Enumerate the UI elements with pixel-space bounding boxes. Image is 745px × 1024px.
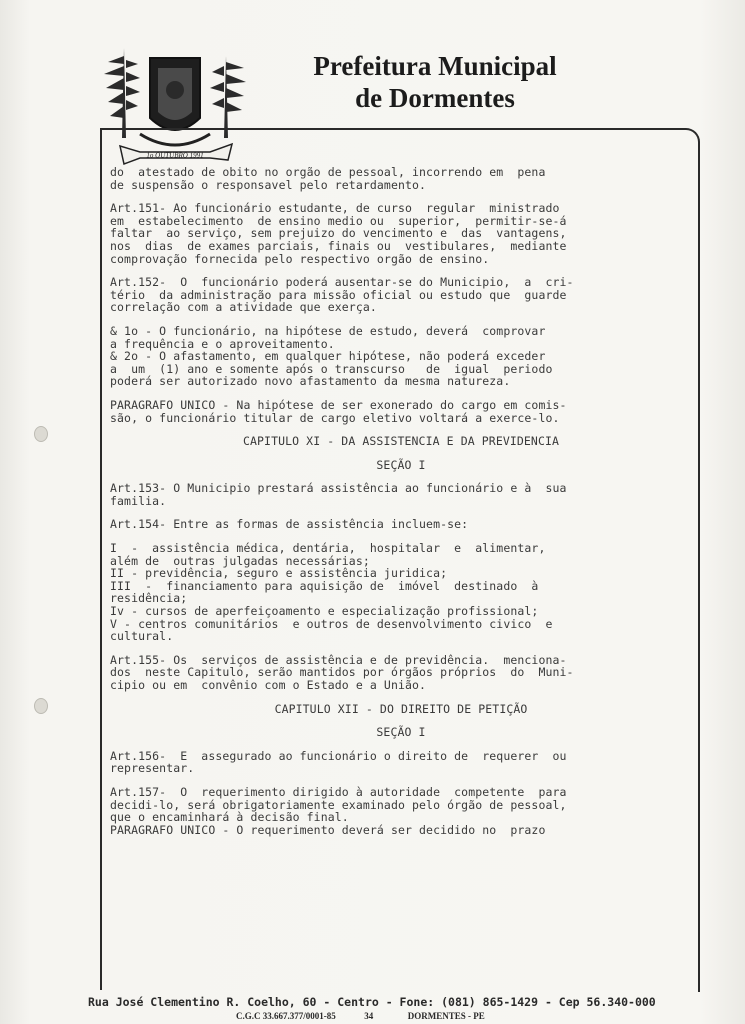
punch-hole: [34, 426, 48, 442]
text-line: a frequência e o aproveitamento.: [110, 336, 335, 351]
section-heading: CAPITULO XI - DA ASSISTENCIA E DA PREVIDENCIA: [242, 434, 560, 449]
text-line: de suspensão o responsavel pelo retardamento.: [110, 177, 427, 192]
paragraph-gap: [110, 692, 692, 703]
text-line: Art.157- O requerimento dirigido à autoridade competente para: [110, 784, 567, 799]
text-line: que o encaminhará à decisão final.: [110, 810, 349, 825]
text-line: Art.152- O funcionário poderá ausentar-se do Municipio, a cri-: [110, 275, 574, 290]
text-line: residência;: [110, 591, 188, 606]
text-line: além de outras julgadas necessárias;: [110, 553, 370, 568]
text-line: PARAGRAFO UNICO - Na hipótese de ser exonerado do cargo em comis-: [110, 397, 567, 412]
text-line: PARAGRAFO UNICO - O requerimento deverá ser decidido no prazo: [110, 822, 546, 837]
text-line: correlação com a atividade que exerça.: [110, 300, 377, 315]
text-line: faltar ao serviço, sem prejuizo do vencimento e das vantagens,: [110, 226, 567, 241]
text-line: III - financiamento para aquisição de imóvel destinado à: [110, 578, 539, 593]
text-line: Art.155- Os serviços de assistência e de previdência. menciona-: [110, 652, 567, 667]
text-line: cipio ou em convênio com o Estado e a União.: [110, 678, 427, 692]
text-line: Art.154- Entre as formas de assistência incluem-se:: [110, 517, 469, 532]
text-line: do atestado de obito no orgão de pessoal, incorrendo em pena: [110, 165, 546, 179]
section-heading: SEÇÃO I: [376, 725, 426, 740]
title-line-2: de Dormentes: [355, 83, 515, 113]
text-line: em estabelecimento de ensino medio ou superior, permitir-se-á: [110, 213, 567, 228]
text-line: cultural.: [110, 629, 174, 644]
footer-page-number: 34: [364, 1011, 374, 1021]
section-heading: SEÇÃO I: [376, 457, 426, 472]
text-line: dos neste Capitulo, serão mantidos por órgãos próprios do Muni-: [110, 665, 574, 680]
footer-address: Rua José Clementino R. Coelho, 60 - Centro - Fone: (081) 865-1429 - Cep 56.340-000: [88, 995, 656, 1009]
footer-city: DORMENTES - PE: [407, 1011, 485, 1021]
text-line: Art.151- Ao funcionário estudante, de curso regular ministrado: [110, 201, 560, 216]
text-line: são, o funcionário titular de cargo eletivo voltará a exerce-lo.: [110, 410, 560, 425]
text-line: Art.153- O Municipio prestará assistência ao funcionário e à sua: [110, 481, 567, 496]
text-line: representar.: [110, 761, 195, 776]
punch-hole: [34, 698, 48, 714]
text-line: poderá ser autorizado novo afastamento da mesma natureza.: [110, 374, 511, 389]
text-line: & 2o - O afastamento, em qualquer hipótese, não poderá exceder: [110, 349, 546, 364]
text-line: Iv - cursos de aperfeiçoamento e especialização profissional;: [110, 604, 539, 619]
footer-registry: [236, 1011, 656, 1021]
document-frame-left: [100, 128, 102, 990]
text-line: tério da administração para missão oficial ou estudo que guarde: [110, 287, 567, 302]
text-line: II - previdência, seguro e assistência juridica;: [110, 566, 448, 581]
crest-ribbon-text: 1o OUTUBRO 1991: [146, 151, 204, 160]
text-line: V - centros comunitários e outros de desenvolvimento civico e: [110, 616, 553, 631]
section-heading: CAPITULO XII - DO DIREITO DE PETIÇÃO: [274, 701, 528, 716]
text-line: nos dias de exames parciais, finais ou vestibulares, mediante: [110, 238, 567, 253]
page-title: [270, 50, 600, 114]
text-line: & 1o - O funcionário, na hipótese de estudo, deverá comprovar: [110, 323, 546, 338]
document-body: [110, 166, 692, 836]
text-line: I - assistência médica, dentária, hospitalar e alimentar,: [110, 541, 546, 556]
footer-cgc: C.G.C 33.667.377/0001-85: [236, 1011, 336, 1021]
text-line: a um (1) ano e somente após o transcurso de igual periodo: [110, 361, 553, 376]
text-line: decidi-lo, será obrigatoriamente examinado pelo órgão de pessoal,: [110, 797, 567, 812]
text-line: Art.156- E assegurado ao funcionário o direito de requerer ou: [110, 748, 567, 763]
text-line: familia.: [110, 493, 167, 508]
title-line-1: Prefeitura Municipal: [313, 51, 557, 81]
text-line: comprovação fornecida pelo respectivo orgão de ensino.: [110, 251, 490, 266]
